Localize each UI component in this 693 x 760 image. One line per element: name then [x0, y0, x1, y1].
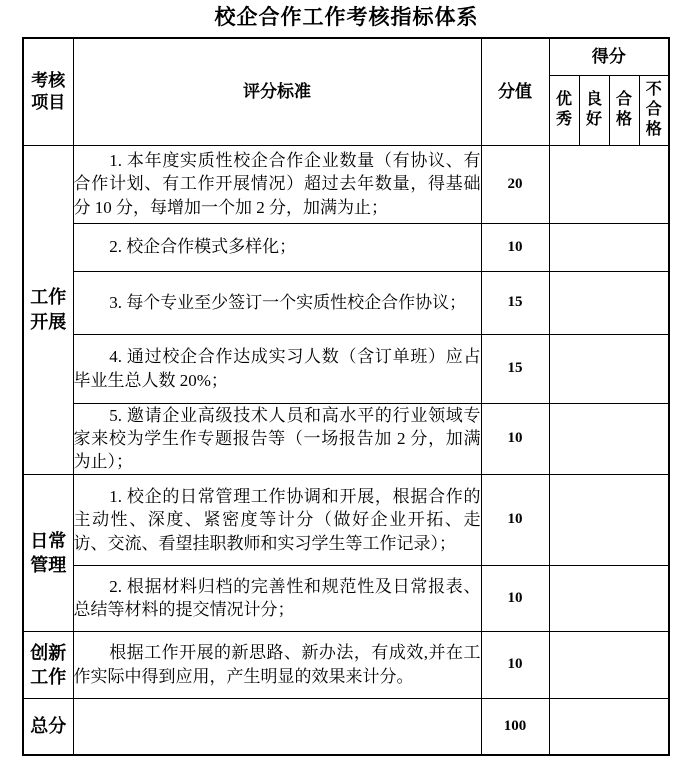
points-cell: 15	[481, 334, 549, 403]
table-row	[23, 145, 669, 223]
score-cell	[549, 474, 669, 565]
points-cell: 10	[481, 403, 549, 474]
score-cell	[549, 145, 669, 223]
header-score-group: 得分	[549, 38, 669, 75]
table-row	[23, 474, 669, 565]
score-cell	[549, 565, 669, 631]
criteria-text: 1. 本年度实质性校企合作企业数量（有协议、有合作计划、有工作开展情况）超过去年数量，得基础分 10 分，每增加一个加 2 分，加满为止；	[73, 150, 481, 217]
header-level-fail: 不合格	[639, 75, 669, 145]
criteria-text: 2. 校企合作模式多样化；	[109, 237, 297, 257]
criteria-cell	[73, 698, 481, 755]
assessment-table	[22, 37, 670, 756]
criteria-text: 3. 每个专业至少签订一个实质性校企合作协议；	[109, 292, 467, 312]
header-level-pass: 合格	[609, 75, 639, 145]
group-cell-innovation-work: 创新工作	[23, 631, 73, 698]
criteria-cell	[73, 474, 481, 565]
table-row	[23, 403, 669, 474]
score-cell	[549, 631, 669, 698]
table-row	[23, 631, 669, 698]
score-cell	[549, 334, 669, 403]
criteria-text: 4. 通过校企合作达成实习人数（含订单班）应占毕业生总人数 20%；	[73, 347, 481, 390]
criteria-text: 根据工作开展的新思路、新办法，有成效,并在工作实际中得到应用，产生明显的效果来计分。	[73, 643, 481, 686]
criteria-cell	[73, 334, 481, 403]
score-cell	[549, 403, 669, 474]
page-title: 校企合作工作考核指标体系	[214, 5, 479, 29]
criteria-cell	[73, 271, 481, 334]
table-row	[23, 223, 669, 271]
criteria-text: 5. 邀请企业高级技术人员和高水平的行业领域专家来校为学生作专题报告等（一场报告加 2 分，加满为止）；	[73, 405, 481, 472]
table-row	[23, 565, 669, 631]
header-level-excellent: 优秀	[549, 75, 579, 145]
group-cell-work-development: 工作开展	[23, 145, 73, 474]
header-points-value: 分值	[481, 38, 549, 145]
criteria-cell	[73, 145, 481, 223]
group-cell-total-score: 总分	[23, 698, 73, 755]
score-cell	[549, 223, 669, 271]
header-level-good: 良好	[579, 75, 609, 145]
points-cell: 20	[481, 145, 549, 223]
points-cell: 10	[481, 565, 549, 631]
points-cell: 100	[481, 698, 549, 755]
header-scoring-criteria: 评分标准	[73, 38, 481, 145]
header-assessment-item: 考核项目	[23, 38, 73, 145]
points-cell: 10	[481, 223, 549, 271]
score-cell	[549, 271, 669, 334]
table-row	[23, 334, 669, 403]
table-row	[23, 271, 669, 334]
group-cell-daily-management: 日常管理	[23, 474, 73, 631]
criteria-text: 1. 校企的日常管理工作协调和开展，根据合作的主动性、深度、紧密度等计分（做好企业开拓、走访、交流、看望挂职教师和实习学生等工作记录）；	[73, 486, 481, 553]
criteria-cell	[73, 223, 481, 271]
points-cell: 10	[481, 631, 549, 698]
criteria-text: 2. 根据材料归档的完善性和规范性及日常报表、总结等材料的提交情况计分；	[73, 576, 481, 620]
criteria-cell	[73, 631, 481, 698]
score-cell	[549, 698, 669, 755]
criteria-cell	[73, 403, 481, 474]
table-row	[23, 698, 669, 755]
points-cell: 10	[481, 474, 549, 565]
criteria-cell	[73, 565, 481, 631]
points-cell: 15	[481, 271, 549, 334]
